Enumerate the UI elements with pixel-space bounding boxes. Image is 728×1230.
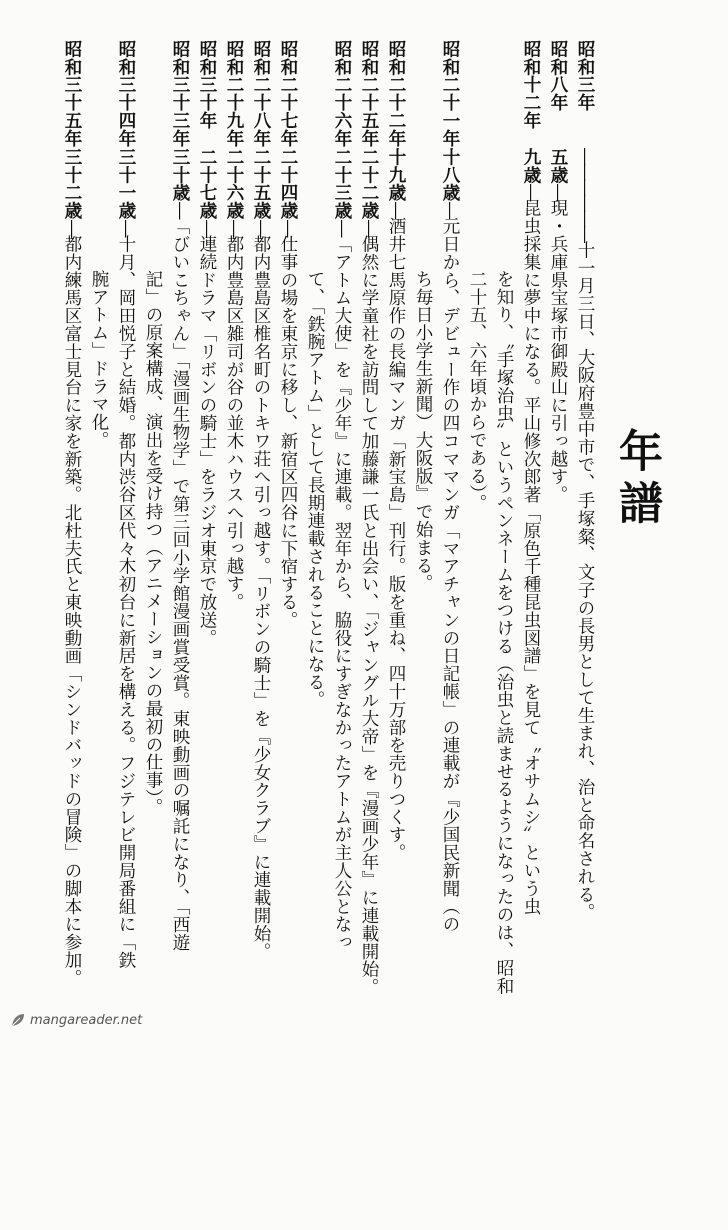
entry-age: 十九歳 <box>386 148 406 202</box>
chronology-entry <box>139 40 193 1000</box>
entry-first-line <box>328 40 355 1000</box>
entry-first-line <box>355 40 382 1000</box>
entry-dash: ― <box>278 219 298 236</box>
page-title: 年譜 <box>611 428 662 532</box>
entry-age: 二十五歳 <box>251 148 271 220</box>
chronology-entry <box>58 40 85 1000</box>
entry-continuation-line <box>463 40 490 1230</box>
entry-text: 仕事の場を東京に移し、新宿区四谷に下宿する。 <box>278 235 298 629</box>
entry-dash: ―――――― <box>575 148 595 241</box>
entry-era: 昭和三十三年 <box>170 40 190 148</box>
entry-text: ち毎日小学生新聞）大阪版』で始まる。 <box>413 270 433 593</box>
entry-dash: ― <box>386 201 406 218</box>
entry-text: 元日から、デビュー作の四コママンガ「マアチャンの日記帳」の連載が『少国民新聞（の <box>440 217 460 934</box>
chronology-entry <box>274 40 301 1000</box>
entry-era: 昭和三十年 <box>197 40 217 130</box>
entry-dash: ― <box>251 219 271 236</box>
entry-dash: ― <box>62 219 82 236</box>
chronology-entry <box>193 40 220 1000</box>
chronology-entry <box>544 40 571 1000</box>
entry-era: 昭和二十五年 <box>359 40 379 148</box>
entry-age: 五歳 <box>548 148 568 184</box>
entry-first-line <box>544 40 571 1000</box>
entry-age: 二十三歳 <box>332 148 352 220</box>
entry-text: を知り、〝手塚治虫〟というペンネームをつける（治虫と読ませるようになったのは、昭和 <box>494 270 514 996</box>
entry-age: 二十六歳 <box>224 148 244 220</box>
entry-age: 三十一歳 <box>116 148 136 220</box>
entry-text: 記」の原案構成、演出を受け持つ（アニメーションの最初の仕事）。 <box>143 270 163 817</box>
entry-first-line <box>58 40 85 1000</box>
entry-dash: ― <box>332 219 352 236</box>
entry-era: 昭和三十五年 <box>62 40 82 148</box>
entry-first-line <box>247 40 274 1000</box>
entry-first-line <box>274 40 301 1000</box>
entry-era: 昭和三年 <box>575 40 595 112</box>
chronology-entries <box>58 40 598 1000</box>
entry-era: 昭和二十七年 <box>278 40 298 148</box>
entry-text: 都内豊島区椎名町のトキワ荘へ引っ越す。「リボンの騎士」を『少女クラブ』に連載開始。 <box>251 235 271 961</box>
entry-text: 「アトム大使」を『少年』に連載。翌年から、脇役にすぎなかったアトムが主人公となっ <box>332 235 352 952</box>
entry-dash: ― <box>521 183 541 200</box>
leaf-icon <box>10 1012 26 1028</box>
entry-era: 昭和二十二年 <box>386 40 406 148</box>
entry-first-line <box>166 40 193 1000</box>
entry-text: 酒井七馬原作の長編マンガ「新宝島」刊行。版を重ね、四十万部を売りつくす。 <box>386 217 406 862</box>
entry-text: 連続ドラマ「リボンの騎士」をラジオ東京で放送。 <box>197 235 217 647</box>
entry-text: 偶然に学童社を訪問して加藤謙一氏と出会い、「ジャングル大帝」を『漫画少年』に連載開始。 <box>359 235 379 997</box>
entry-text: 腕アトム」ドラマ化。 <box>89 270 109 449</box>
chronology-entry <box>85 40 139 1000</box>
entry-dash: ― <box>116 219 136 236</box>
entry-text: 十一月三日、大阪府豊中市で、手塚粲、文子の長男として生まれ、治と命名される。 <box>575 241 595 922</box>
chronology-entry <box>463 40 544 1000</box>
chronology-entry <box>571 40 598 1000</box>
chronology-entry <box>247 40 274 1000</box>
entry-continuation-line <box>85 40 112 1230</box>
entry-dash: ― <box>440 201 460 218</box>
entry-first-line <box>220 40 247 1000</box>
entry-age: 二十二歳 <box>359 148 379 220</box>
chronology-entry <box>409 40 463 1000</box>
entry-continuation-line <box>409 40 436 1230</box>
entry-first-line <box>436 40 463 1000</box>
entry-dash: ― <box>170 201 190 218</box>
entry-dash: ― <box>197 219 217 236</box>
entry-age: 九歳 <box>521 148 541 184</box>
entry-text: 「びいこちゃん」「漫画生物学」で第三回小学館漫画賞受賞。東映動画の嘱託になり、「西遊 <box>170 217 190 952</box>
entry-dash: ― <box>359 219 379 236</box>
watermark <box>10 1008 142 1032</box>
entry-age: 三十二歳 <box>62 148 82 220</box>
entry-age: 二十四歳 <box>278 148 298 220</box>
entry-age: 三十歳 <box>170 148 190 202</box>
entry-era: 昭和三十四年 <box>116 40 136 148</box>
entry-age: 二十七歳 <box>197 148 217 220</box>
entry-era: 昭和二十九年 <box>224 40 244 148</box>
entry-continuation-line <box>301 40 328 1230</box>
entry-era: 昭和二十六年 <box>332 40 352 148</box>
entry-age: 十八歳 <box>440 148 460 202</box>
entry-text: 二十五、六年頃からである）。 <box>467 270 487 512</box>
entry-text: 現・兵庫県宝塚市御殿山に引っ越す。 <box>548 199 568 504</box>
entry-continuation-line <box>139 40 166 1230</box>
entry-dash: ― <box>548 183 568 200</box>
watermark-text: mangareader.net <box>30 1012 143 1028</box>
entry-first-line <box>382 40 409 1000</box>
entry-era: 昭和二十一年 <box>440 40 460 148</box>
entry-text: 都内豊島区雑司が谷の並木ハウスへ引っ越す。 <box>224 235 244 612</box>
entry-era: 昭和二十八年 <box>251 40 271 148</box>
entry-first-line <box>571 40 598 1000</box>
entry-text: 十月、岡田悦子と結婚。都内渋谷区代々木初台に新居を構える。フジテレビ開局番組に「鉄 <box>116 235 136 970</box>
chronology-entry <box>355 40 382 1000</box>
entry-first-line <box>517 40 544 1000</box>
entry-text: 都内練馬区富士見台に家を新築。北杜夫氏と東映動画「シンドバッドの冒険」の脚本に参加。 <box>62 235 82 987</box>
entry-continuation-line <box>490 40 517 1230</box>
entry-era: 昭和八年 <box>548 40 568 112</box>
entry-era: 昭和十二年 <box>521 40 541 130</box>
entry-first-line <box>193 40 220 1000</box>
entry-dash: ― <box>224 219 244 236</box>
entry-text: 昆虫採集に夢中になる。平山修次郎著「原色千種昆虫図譜」を見て〝オサムシ〟という虫 <box>521 199 541 916</box>
entry-first-line <box>112 40 139 1000</box>
chronology-entry <box>220 40 247 1000</box>
chronology-entry <box>382 40 409 1000</box>
chronology-entry <box>301 40 355 1000</box>
entry-text: て、「鉄腕アトム」として長期連載されることになる。 <box>305 270 325 709</box>
